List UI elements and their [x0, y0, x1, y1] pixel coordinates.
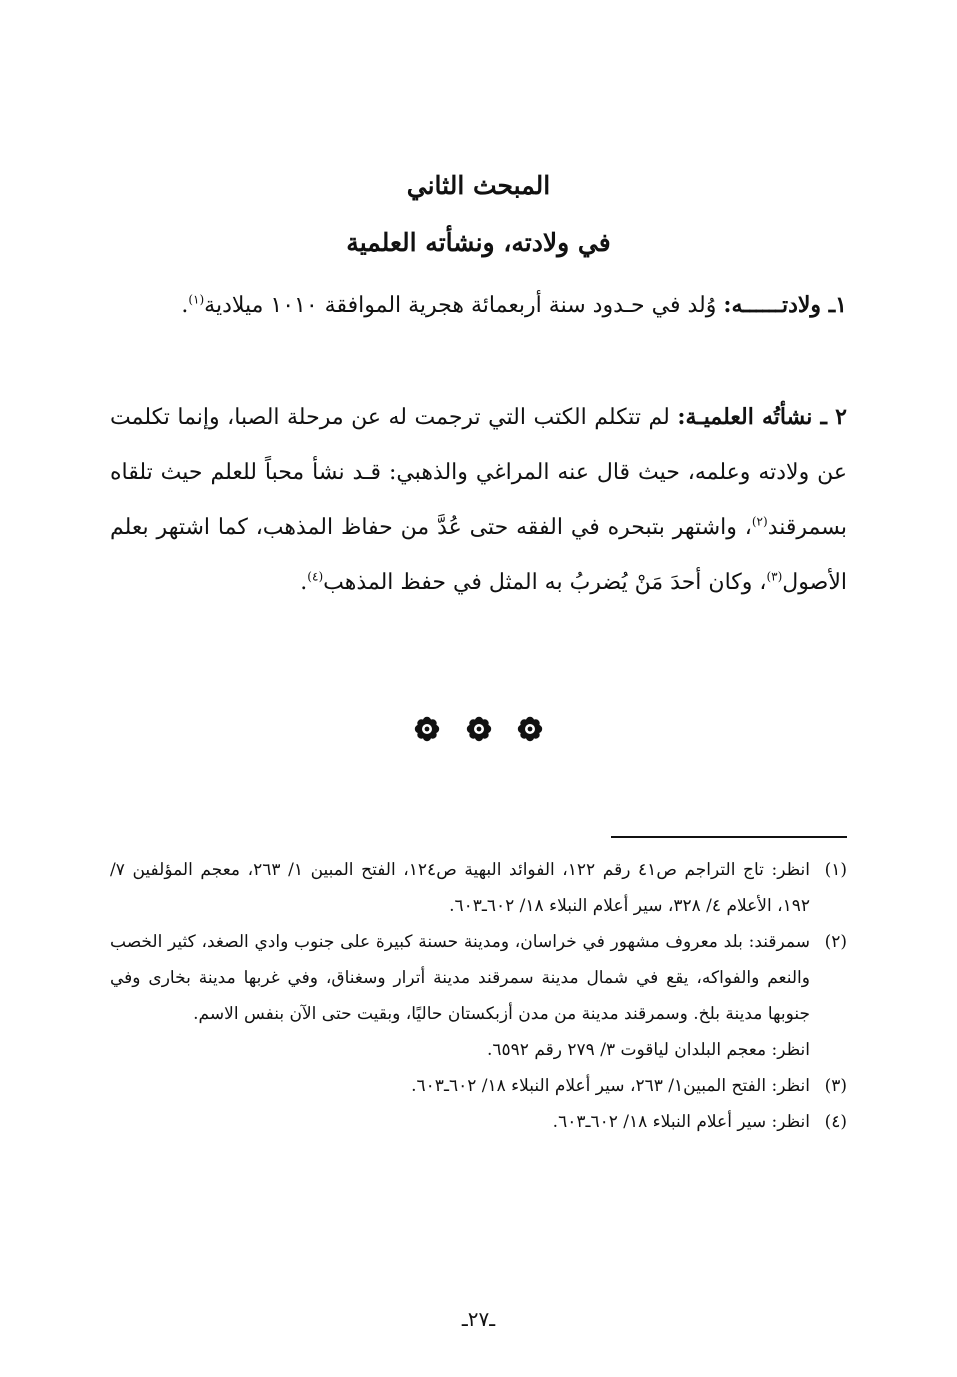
flower-ornament-icon: [517, 716, 543, 742]
footnote-separator: [611, 836, 847, 838]
footnote-number: (٣): [824, 1076, 847, 1096]
footnote-ref-1[interactable]: (١): [188, 292, 205, 307]
section-birth: [110, 278, 847, 333]
footnote-ref-3[interactable]: (٣): [766, 569, 783, 584]
section-divider: [0, 716, 957, 742]
flower-ornament-icon: [414, 716, 440, 742]
section-education-label: ٢ ـ نشأتُه العلميـة:: [677, 404, 847, 430]
section-education-text-3: ، وكان أحدَ مَنْ يُضربُ به المثل في حفظ المذهب: [323, 570, 767, 595]
footnote-2-source: انظر: معجم البلدان لياقوت ٣/ ٢٧٩ رقم ٦٥٩٢.: [486, 1040, 810, 1060]
section-birth-text: وُلد في حـدود سنة أربعمائة هجرية الموافقة ١٠١٠ ميلادية: [204, 293, 724, 318]
footnote-text: انظر: الفتح المبين١/ ٢٦٣، سير أعلام النبلاء ١٨/ ٦٠٢ـ٦٠٣.: [411, 1076, 810, 1096]
footnote-ref-2[interactable]: (٢): [751, 514, 768, 529]
chapter-title: المبحث الثاني: [406, 171, 551, 200]
footnote-text: انظر: تاج التراجم ص٤١ رقم ١٢٢، الفوائد البهية ص١٢٤، الفتح المبين ١/ ٢٦٣، معجم المؤلفين ٧/ ١٩٢، الأعلام ٤/ ٣٢٨، سير أعلام النبلاء ١٨/ ٦٠٢ـ٦٠٣.: [110, 860, 810, 916]
section-education-text-2: ، واشتهر بتبحره في الفقه حتى عُدَّ من حفاظ المذهب، كما اشتهر بعلم الأصول: [110, 515, 847, 595]
footnote-text: انظر: سير أعلام النبلاء ١٨/ ٦٠٢ـ٦٠٣.: [552, 1112, 810, 1132]
flower-ornament-icon: [466, 716, 492, 742]
footnote-number: (٢): [824, 932, 847, 952]
footnote-ref-4[interactable]: (٤): [307, 569, 324, 584]
footnote-3: [110, 1068, 847, 1104]
footnote-1: [110, 852, 847, 924]
section-birth-label: ١ـ ولادتــــــه:: [723, 292, 847, 318]
footnotes: [110, 852, 847, 1140]
section-education-text-1: لم تتكلم الكتب التي ترجمت له عن مرحلة الصبا، وإنما تكلمت عن ولادته وعلمه، حيث قال عنه المراغي والذهبي: قـد نشأ محباً للعلم حيث تلقاه بسمرقند: [110, 405, 847, 540]
chapter-subtitle: في ولادته، ونشأته العلمية: [346, 228, 611, 257]
footnote-number: (١): [824, 860, 847, 880]
footnote-2: [110, 924, 847, 1032]
footnote-text: سمرقند: بلد معروف مشهور في خراسان، ومدينة حسنة كبيرة على جنوب وادي الصغد، كثير الخصب والنعم والفواكه، يقع في شمال مدينة سمرقند مدينة أترار وسغناق، وفي غربها مدينة بخارى وفي جنوبها مدينة بلخ. وسمرقند مدينة من مدن أزبكستان حاليًا، وبقيت حتى الآن بنفس الاسم.: [110, 932, 810, 1024]
footnote-4: [110, 1104, 847, 1140]
footnote-number: (٤): [824, 1112, 847, 1132]
page-number: ـ٢٧ـ: [461, 1307, 496, 1331]
section-education: [110, 390, 847, 610]
section-birth-tail: .: [181, 293, 189, 318]
section-education-tail: .: [300, 570, 308, 595]
